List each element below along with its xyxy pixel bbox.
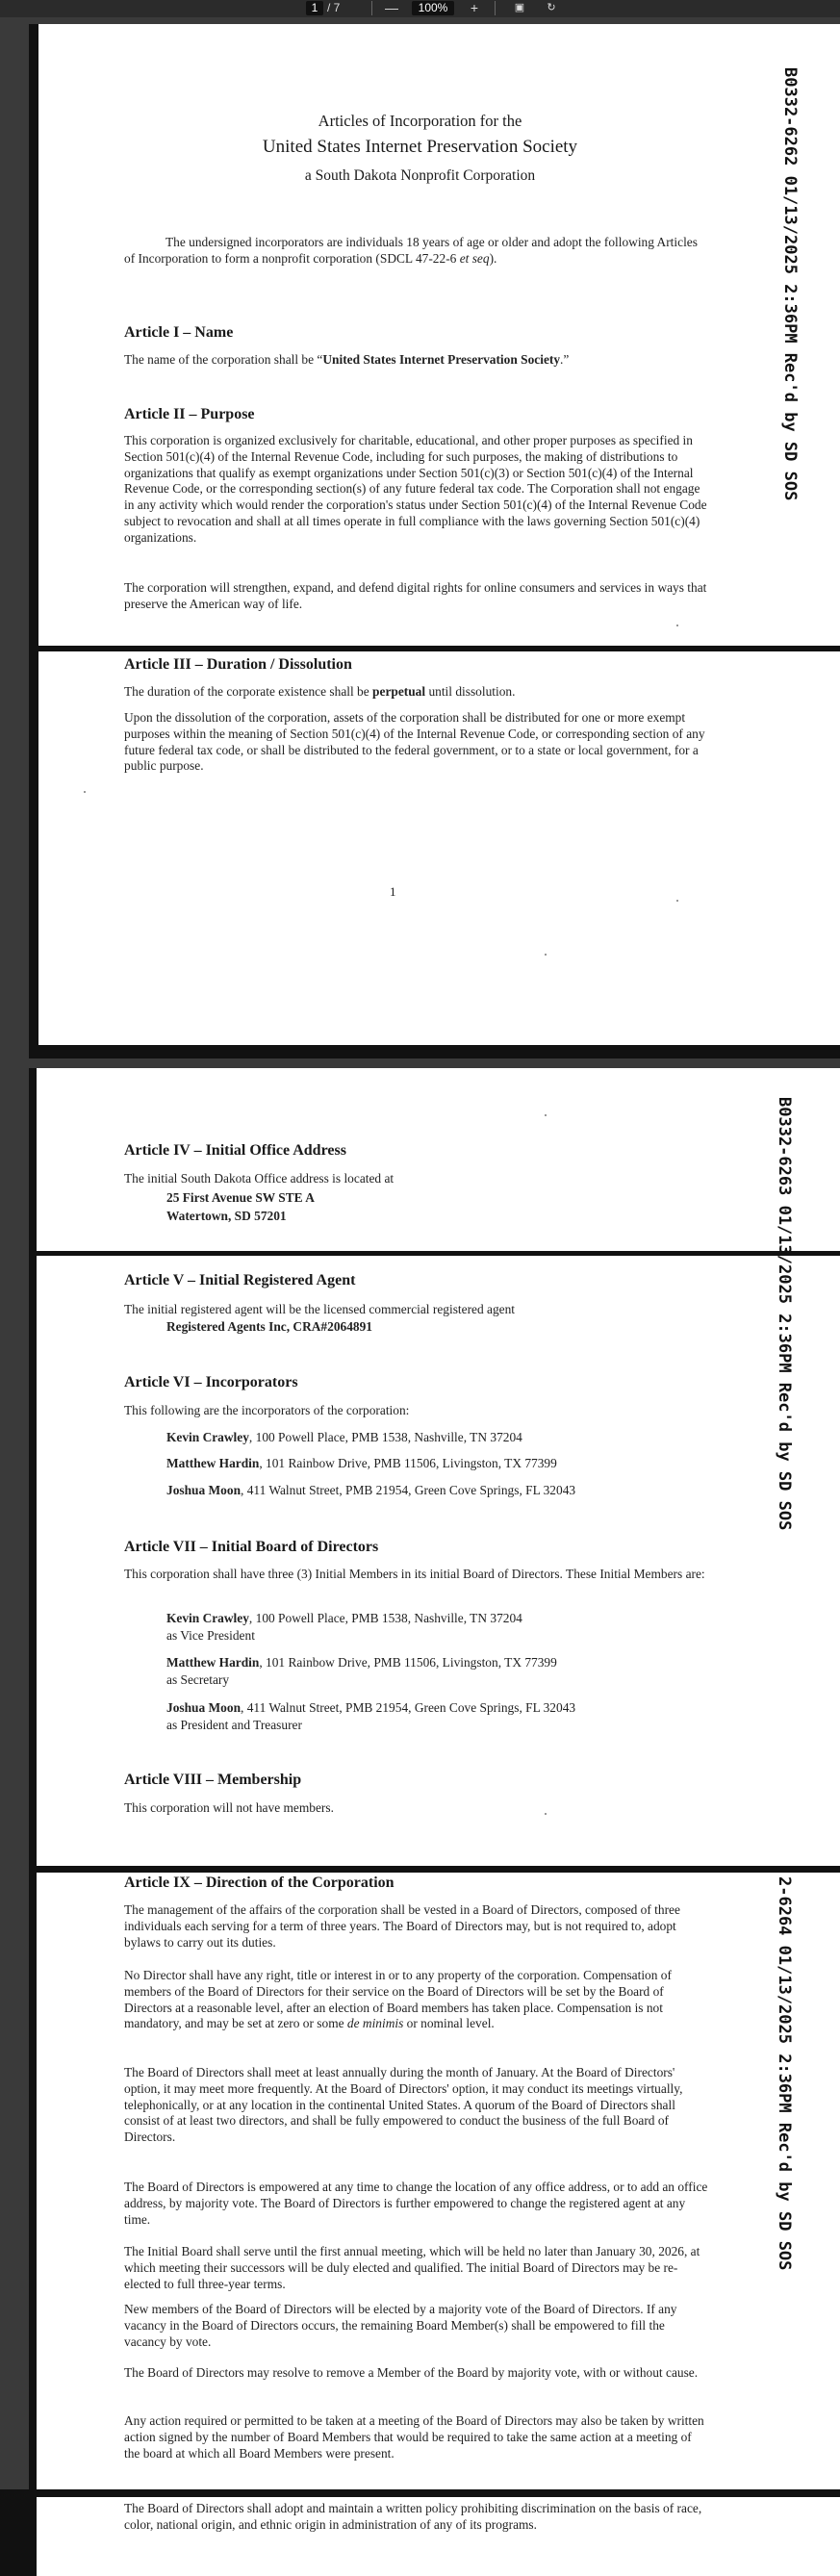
rotate-icon[interactable]: ↻ <box>547 2 556 13</box>
scan-edge-bottom <box>29 1045 840 1058</box>
article-7-heading: Article VII – Initial Board of Directors <box>124 1539 379 1555</box>
scan-edge <box>29 1873 37 2489</box>
director-entry: Kevin Crawley, 100 Powell Place, PMB 1538, Nashville, TN 37204 <box>166 1611 522 1625</box>
director-entry: Joshua Moon, 411 Walnut Street, PMB 21954, Green Cove Springs, FL 32043 <box>166 1700 576 1715</box>
article-9-paragraph-4: The Board of Directors is empowered at any time to change the location of any office address, or to add an office address, by majority vote. The Board of Directors is further empowered to change the registered agent at any time. <box>124 2180 708 2227</box>
article-3-heading: Article III – Duration / Dissolution <box>124 656 352 673</box>
scan-seam <box>29 1251 840 1256</box>
article-2-paragraph-1: This corporation is organized exclusively for charitable, educational, and other proper purposes as specified in Section 501(c)(4) of the Internal Revenue Code, including for such purposes, the making of distributions to organizations that qualify as exempt organizations under Section 501(c)(3) or Section 501(c)(4) of the Internal Revenue Code, or the corresponding section(s) of any future federal tax code. The Corporation shall not engage in any activity which would render the corporation's status under Section 501(c)(4) of the Internal Revenue Code subject to revocation and shall at all times operate in full compliance with the laws governing Section 501(c)(4) organizations. <box>124 433 707 545</box>
document-title: United States Internet Preservation Society <box>262 137 578 157</box>
incorporator-entry: Matthew Hardin, 101 Rainbow Drive, PMB 11506, Livingston, TX 77399 <box>166 1456 557 1470</box>
zoom-level-input[interactable]: 100% <box>412 1 454 15</box>
director-entry: Matthew Hardin, 101 Rainbow Drive, PMB 11506, Livingston, TX 77399 <box>166 1655 557 1670</box>
article-9-paragraph-1: The management of the affairs of the corporation shall be vested in a Board of Directors, composed of three individuals each serving for a term of three years. The Board of Directors may, but is not required to, adopt bylaws to carry out its duties. <box>124 1902 680 1950</box>
filing-stamp-page-1: B0332-6262 01/13/2025 2:36PM Rec'd by SD SOS <box>780 67 800 501</box>
article-9-paragraph-8: Any action required or permitted to be taken at a meeting of the Board of Directors may also be taken by written action signed by the number of Board Members that would be required to take the same action at a meeting of the board at which all Board Members were present. <box>124 2413 704 2461</box>
article-8-text: This corporation will not have members. <box>124 1800 334 1815</box>
title-line-1: Articles of Incorporation for the <box>318 112 522 130</box>
page-number: 1 <box>390 884 396 899</box>
article-9-paragraph-6: New members of the Board of Directors will be elected by a majority vote of the Board of Directors. If any vacancy in the Board of Directors occurs, the remaining Board Member(s) shall be empowered to fill the vacancy by vote. <box>124 2302 677 2349</box>
intro-paragraph: The undersigned incorporators are individuals 18 years of age or older and adopt the following Articles of Incorporation to form a nonprofit corporation (SDCL 47-22-6 et seq). <box>124 235 698 266</box>
fit-page-icon[interactable]: ▣ <box>514 2 525 13</box>
title-line-3: a South Dakota Nonprofit Corporation <box>304 167 536 184</box>
article-9-heading: Article IX – Direction of the Corporation <box>124 1875 395 1891</box>
director-role: as President and Treasurer <box>166 1718 302 1732</box>
director-role: as Vice President <box>166 1628 255 1643</box>
article-2-heading: Article II – Purpose <box>124 406 255 422</box>
scan-edge <box>0 2497 37 2576</box>
toolbar-divider <box>371 1 372 15</box>
page-total: / 7 <box>327 1 341 14</box>
article-6-heading: Article VI – Incorporators <box>124 1374 298 1390</box>
office-address-line-2: Watertown, SD 57201 <box>166 1209 287 1223</box>
page-number-input[interactable]: 1 <box>306 1 323 15</box>
registered-agent: Registered Agents Inc, CRA#2064891 <box>166 1319 372 1334</box>
article-9-paragraph-2: No Director shall have any right, title or interest in or to any property of the corporation. Compensation of members of the Board of Directors for their service on the Board of Directors will be set by the Board of Directors at a reasonable level, after an election of Board members has taken place. Compensation is not mandatory, and may be set at zero or some de minimis or nominal level. <box>124 1968 672 2031</box>
pdf-viewer-toolbar <box>0 0 840 17</box>
article-4-heading: Article IV – Initial Office Address <box>124 1142 346 1159</box>
filing-stamp-page-2: B0332-6263 01/13/2025 2:36PM Rec'd by SD SOS <box>775 1097 794 1531</box>
article-5-intro: The initial registered agent will be the licensed commercial registered agent <box>124 1302 516 1316</box>
article-9-paragraph-3: The Board of Directors shall meet at least annually during the month of January. At the Board of Directors' option, it may meet more frequently. At the Board of Directors' option, it may conduct its meetings virtually, telephonically, or at any location in the continental United States. A quorum of the Board of Directors shall consist of at least two directors, and shall be fully empowered to conduct the business of the full Board of Directors. <box>124 2065 683 2145</box>
scan-speck <box>545 954 547 956</box>
article-7-intro: This corporation shall have three (3) Initial Members in its initial Board of Directors. These Initial Members are: <box>124 1567 705 1581</box>
article-3-text: The duration of the corporate existence shall be perpetual until dissolution. <box>124 684 516 699</box>
incorporator-entry: Joshua Moon, 411 Walnut Street, PMB 21954, Green Cove Springs, FL 32043 <box>166 1483 576 1497</box>
office-address-line-1: 25 First Avenue SW STE A <box>166 1190 315 1205</box>
zoom-out-button[interactable]: — <box>385 0 398 15</box>
scan-seam <box>29 1866 840 1873</box>
scan-edge <box>29 1068 37 1866</box>
article-2-paragraph-2: The corporation will strengthen, expand, and defend digital rights for online consumers and services in ways that preserve the American way of life. <box>124 580 707 611</box>
article-9-paragraph-9: The Board of Directors shall adopt and maintain a written policy prohibiting discrimination on the basis of race, color, national origin, and ethnic origin in administration of any of its programs. <box>124 2501 702 2532</box>
incorporator-entry: Kevin Crawley, 100 Powell Place, PMB 1538, Nashville, TN 37204 <box>166 1430 522 1444</box>
article-6-intro: This following are the incorporators of the corporation: <box>124 1403 410 1417</box>
director-role: as Secretary <box>166 1672 230 1687</box>
article-1-heading: Article I – Name <box>124 324 234 341</box>
scan-speck <box>545 1114 547 1116</box>
article-5-heading: Article V – Initial Registered Agent <box>124 1272 356 1288</box>
toolbar-divider <box>495 1 496 15</box>
scan-speck <box>676 900 678 902</box>
scan-speck <box>84 791 86 793</box>
scan-seam <box>29 646 840 651</box>
scan-speck <box>676 625 678 626</box>
article-9-paragraph-5: The Initial Board shall serve until the first annual meeting, which will be held no later than January 30, 2026, at which meeting their successors will be duly elected and qualified. The initial Board of Directors may be re-elected to full three-year terms. <box>124 2244 700 2291</box>
article-8-heading: Article VIII – Membership <box>124 1772 302 1788</box>
article-1-text: The name of the corporation shall be “United States Internet Preservation Society.” <box>124 352 570 367</box>
article-3-paragraph-2: Upon the dissolution of the corporation, assets of the corporation shall be distributed for one or more exempt purposes within the meaning of Section 501(c)(4) of the Internal Revenue Code, or corresponding section of any future federal tax code, or shall be distributed to the federal government, or to a state or local government, for a public purpose. <box>124 710 705 774</box>
scan-seam <box>0 2489 840 2497</box>
zoom-in-button[interactable]: + <box>470 0 479 15</box>
article-9-paragraph-7: The Board of Directors may resolve to remove a Member of the Board by majority vote, with or without cause. <box>124 2365 699 2380</box>
scan-speck <box>545 1813 547 1815</box>
article-4-intro: The initial South Dakota Office address is located at <box>124 1171 395 1186</box>
filing-stamp-page-3: 2-6264 01/13/2025 2:36PM Rec'd by SD SOS <box>775 1876 794 2271</box>
